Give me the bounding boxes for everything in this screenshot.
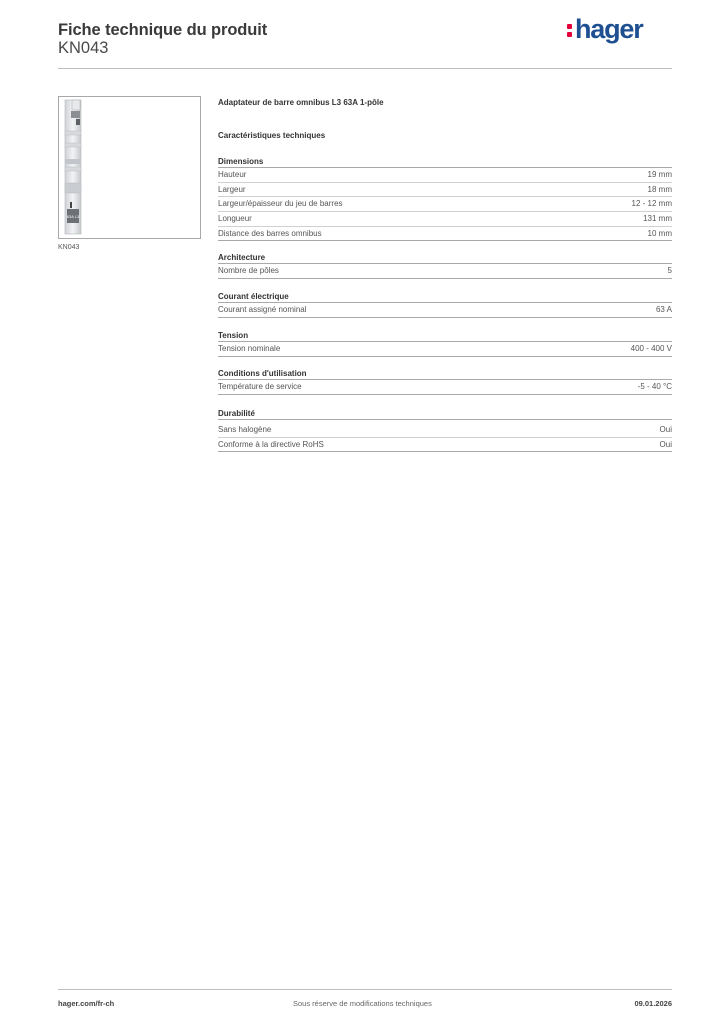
spec-value: 19 mm (647, 170, 672, 179)
spec-row (218, 212, 672, 227)
section-architecture (218, 251, 672, 279)
spec-label: Tension nominale (218, 344, 281, 353)
spec-value: 18 mm (647, 184, 672, 194)
section-title: Conditions d'utilisation (218, 367, 672, 380)
spec-value: -5 - 40 °C (637, 382, 672, 391)
spec-label: Hauteur (218, 170, 247, 179)
spec-label: Largeur (218, 184, 246, 194)
spec-row (218, 342, 672, 357)
spec-label: Conforme à la directive RoHS (218, 439, 324, 449)
spec-label: Distance des barres omnibus (218, 228, 322, 238)
logo-mark-icon (566, 19, 574, 39)
section-title: Architecture (218, 251, 672, 264)
footer-divider (58, 989, 672, 990)
section-title: Tension (218, 329, 672, 342)
spec-label: Température de service (218, 382, 302, 391)
product-image-frame (58, 96, 201, 239)
spec-value: 5 (667, 266, 672, 275)
spec-label: Sans halogène (218, 425, 272, 434)
section-tension (218, 329, 672, 357)
spec-heading: Caractéristiques techniques (218, 131, 326, 140)
spec-value: Oui (659, 425, 672, 434)
section-title: Durabilité (218, 407, 672, 420)
product-code: KN043 (58, 39, 109, 57)
section-conditions-utilisation (218, 367, 672, 395)
section-dimensions (218, 155, 672, 241)
product-name: Adaptateur de barre omnibus L3 63A 1-pôle (218, 98, 384, 107)
spec-row (218, 303, 672, 318)
section-title: Courant électrique (218, 290, 672, 303)
image-caption: KN043 (58, 244, 80, 251)
footer-website: hager.com/fr-ch (58, 999, 115, 1008)
spec-value: 63 A (655, 305, 672, 314)
spec-value: Oui (659, 439, 672, 449)
section-courant-electrique (218, 290, 672, 318)
page-title: Fiche technique du produit (58, 21, 268, 39)
spec-value: 10 mm (647, 228, 672, 238)
spec-label: Courant assigné nominal (218, 305, 307, 314)
spec-value: 12 - 12 mm (631, 199, 672, 209)
spec-row (218, 183, 672, 198)
spec-row (218, 438, 672, 453)
spec-row (218, 227, 672, 242)
spec-row (218, 197, 672, 212)
image-rating-label: 63A L3 (66, 214, 80, 219)
section-title: Dimensions (218, 155, 672, 168)
spec-label: Largeur/épaisseur du jeu de barres (218, 199, 343, 209)
brand-logo (566, 14, 643, 45)
spec-row (218, 264, 672, 279)
spec-value: 131 mm (643, 214, 672, 224)
spec-row (218, 423, 672, 438)
spec-row (218, 380, 672, 395)
spec-value: 400 - 400 V (630, 344, 672, 353)
spec-row (218, 168, 672, 183)
section-durabilite (218, 407, 672, 452)
brand-name: hager (575, 14, 643, 44)
header-divider (58, 68, 672, 69)
spec-label: Nombre de pôles (218, 266, 279, 275)
footer-date: 09.01.2026 (634, 999, 672, 1008)
product-image (59, 97, 200, 238)
spec-label: Longueur (218, 214, 252, 224)
footer-disclaimer: Sous réserve de modifications techniques (293, 999, 432, 1008)
